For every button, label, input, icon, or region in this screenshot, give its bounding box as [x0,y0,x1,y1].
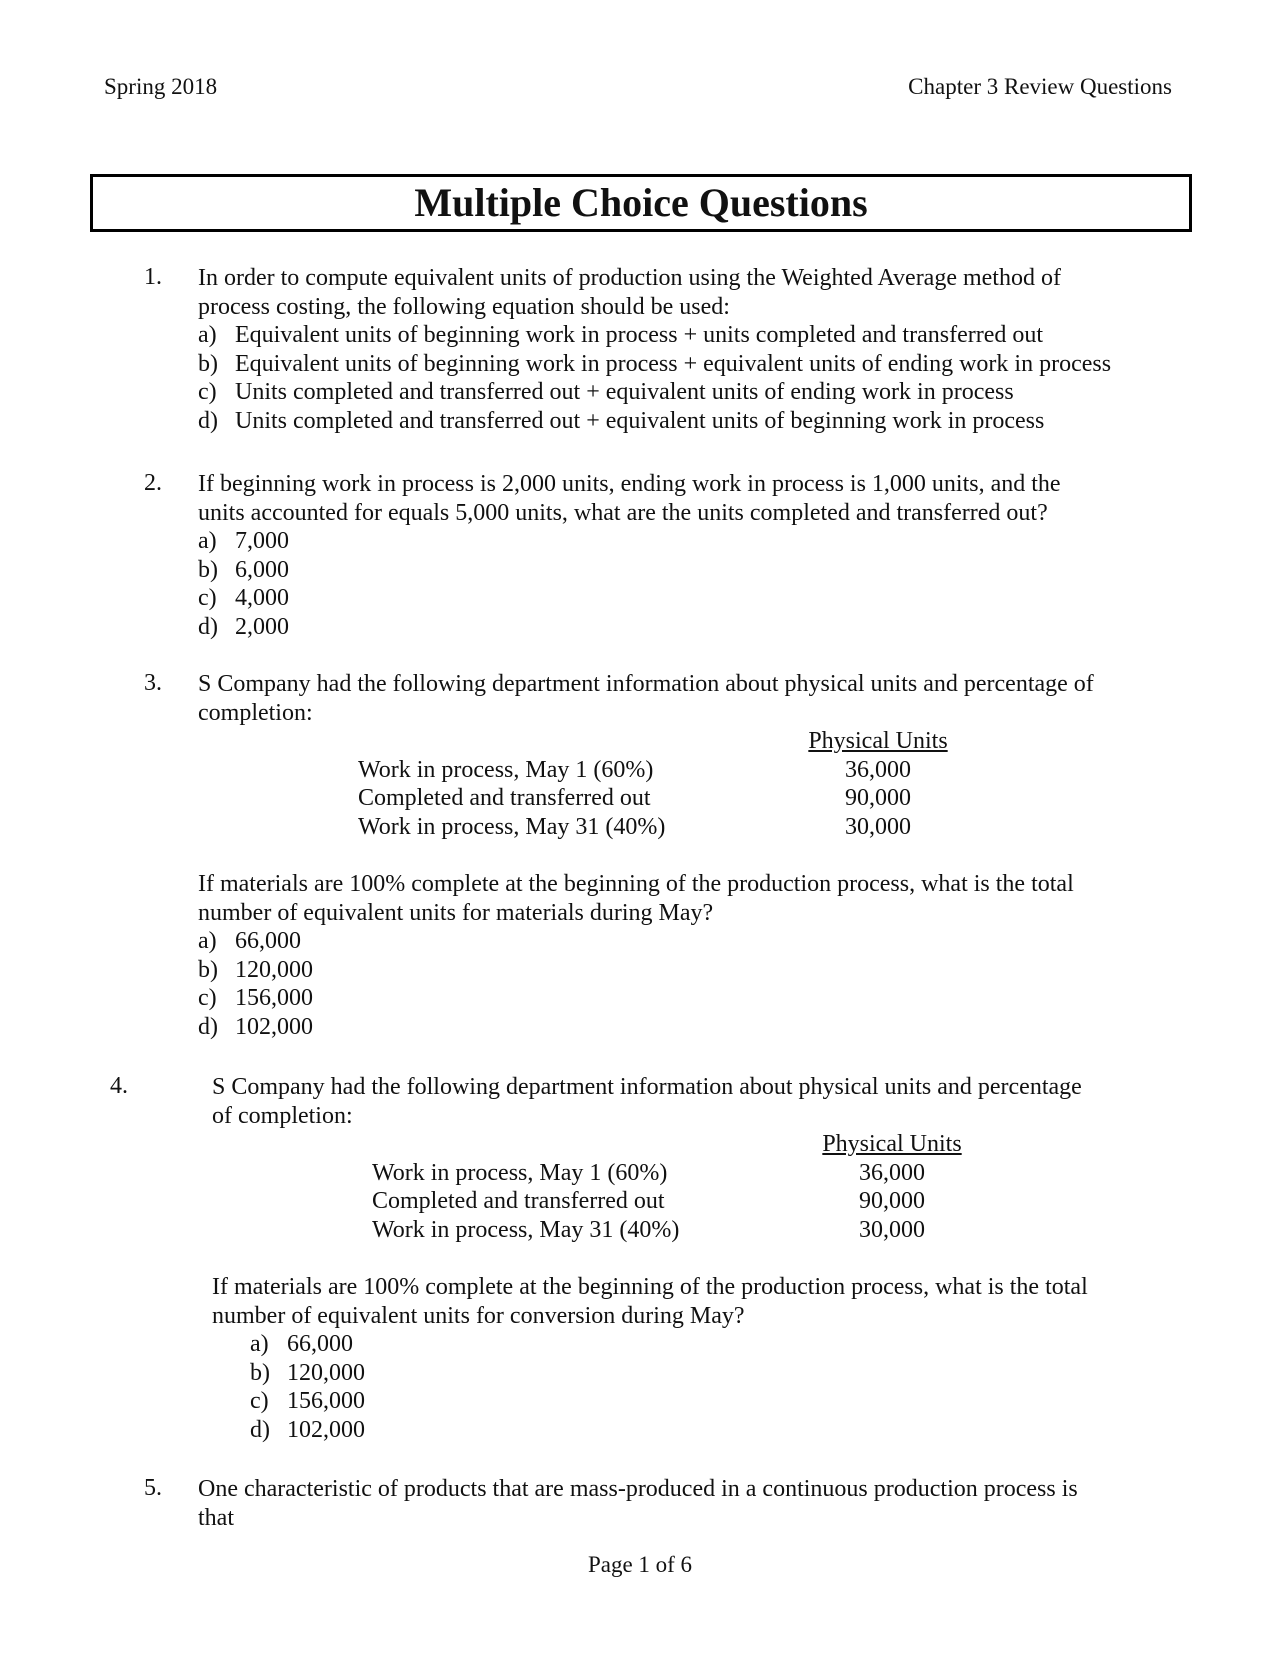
question-3-stem-line-2: completion: [198,699,313,726]
question-5-number: 5. [144,1475,162,1501]
question-4-stem [212,1073,1082,1130]
question-3-question-line-2: number of equivalent units for materials during May? [198,899,714,926]
table-row: Work in process, May 1 (60%) 36,000 [372,1159,925,1186]
table-row: Completed and transferred out 90,000 [358,785,911,811]
question-1-stem-line-2: process costing, the following equation should be used: [198,293,730,320]
question-4-table [372,1130,972,1244]
table-row: Work in process, May 1 (60%) 36,000 [358,756,911,783]
question-4-stem-line-1: S Company had the following department information about physical units and percentage [212,1074,1082,1100]
question-3-option-d[interactable]: d) 102,000 [198,1013,313,1040]
question-2-stem-line-2: units accounted for equals 5,000 units, what are the units completed and transferred out? [198,499,1048,526]
question-3-body [198,870,1074,1041]
question-5-stem-line-1: One characteristic of products that are mass-produced in a continuous production process is [198,1476,1078,1502]
question-1-option-a[interactable]: a) Equivalent units of beginning work in process + units completed and transferred out [198,322,1044,348]
question-3-table-header: Physical Units [808,728,948,754]
question-2-option-a[interactable]: a) 7,000 [198,528,289,554]
question-3-number: 3. [144,670,162,696]
question-4-table-header: Physical Units [822,1131,962,1157]
question-1-stem-line-1: In order to compute equivalent units of production using the Weighted Average method of [198,265,1061,291]
question-4-option-d[interactable]: d) 102,000 [250,1416,365,1443]
question-4-body [212,1273,1088,1444]
question-4-number: 4. [110,1073,128,1099]
header-right: Chapter 3 Review Questions [908,74,1172,99]
question-1-option-c[interactable]: c) Units completed and transferred out + equivalent units of ending work in process [198,379,1014,405]
question-4-question-line-1: If materials are 100% complete at the beginning of the production process, what is the total [212,1274,1088,1300]
question-3-question-line-1: If materials are 100% complete at the beginning of the production process, what is the total [198,871,1074,897]
question-5 [198,1475,1078,1532]
question-4-options [212,1330,1088,1444]
question-3-option-c[interactable]: c) 156,000 [198,985,313,1011]
question-3-stem [198,670,1094,727]
question-4-stem-line-2: of completion: [212,1102,353,1129]
page-title: Multiple Choice Questions [414,180,868,225]
question-4-option-b[interactable]: b) 120,000 [250,1359,365,1386]
table-row: Work in process, May 31 (40%) 30,000 [372,1216,925,1243]
question-4-question-line-2: number of equivalent units for conversion during May? [212,1302,745,1329]
question-2-option-c[interactable]: c) 4,000 [198,585,289,611]
question-5-stem-line-2: that [198,1504,234,1531]
question-4-option-c[interactable]: c) 156,000 [250,1388,365,1414]
table-row: Work in process, May 31 (40%) 30,000 [358,813,911,840]
question-3-option-b[interactable]: b) 120,000 [198,956,313,983]
question-3-table [358,727,958,841]
table-row: Completed and transferred out 90,000 [372,1188,925,1214]
question-1-number: 1. [144,264,162,290]
question-3-stem-line-1: S Company had the following department information about physical units and percentage of [198,671,1094,697]
question-3-table-header-row [358,727,958,756]
question-4-table-header-row [372,1130,972,1159]
question-2-stem-line-1: If beginning work in process is 2,000 units, ending work in process is 1,000 units, and the [198,471,1061,497]
question-3-option-a[interactable]: a) 66,000 [198,928,301,954]
page-footer: Page 1 of 6 [587,1552,693,1577]
question-2-option-d[interactable]: d) 2,000 [198,613,289,640]
question-2-number: 2. [144,470,162,496]
header-left: Spring 2018 [104,74,218,99]
question-1 [198,264,1111,435]
title-box [90,174,1192,232]
question-2-option-b[interactable]: b) 6,000 [198,556,289,583]
question-2 [198,470,1061,641]
question-1-option-b[interactable]: b) Equivalent units of beginning work in process + equivalent units of ending work in process [198,350,1112,377]
question-1-option-d[interactable]: d) Units completed and transferred out + equivalent units of beginning work in process [198,407,1045,434]
question-4-option-a[interactable]: a) 66,000 [250,1331,353,1357]
